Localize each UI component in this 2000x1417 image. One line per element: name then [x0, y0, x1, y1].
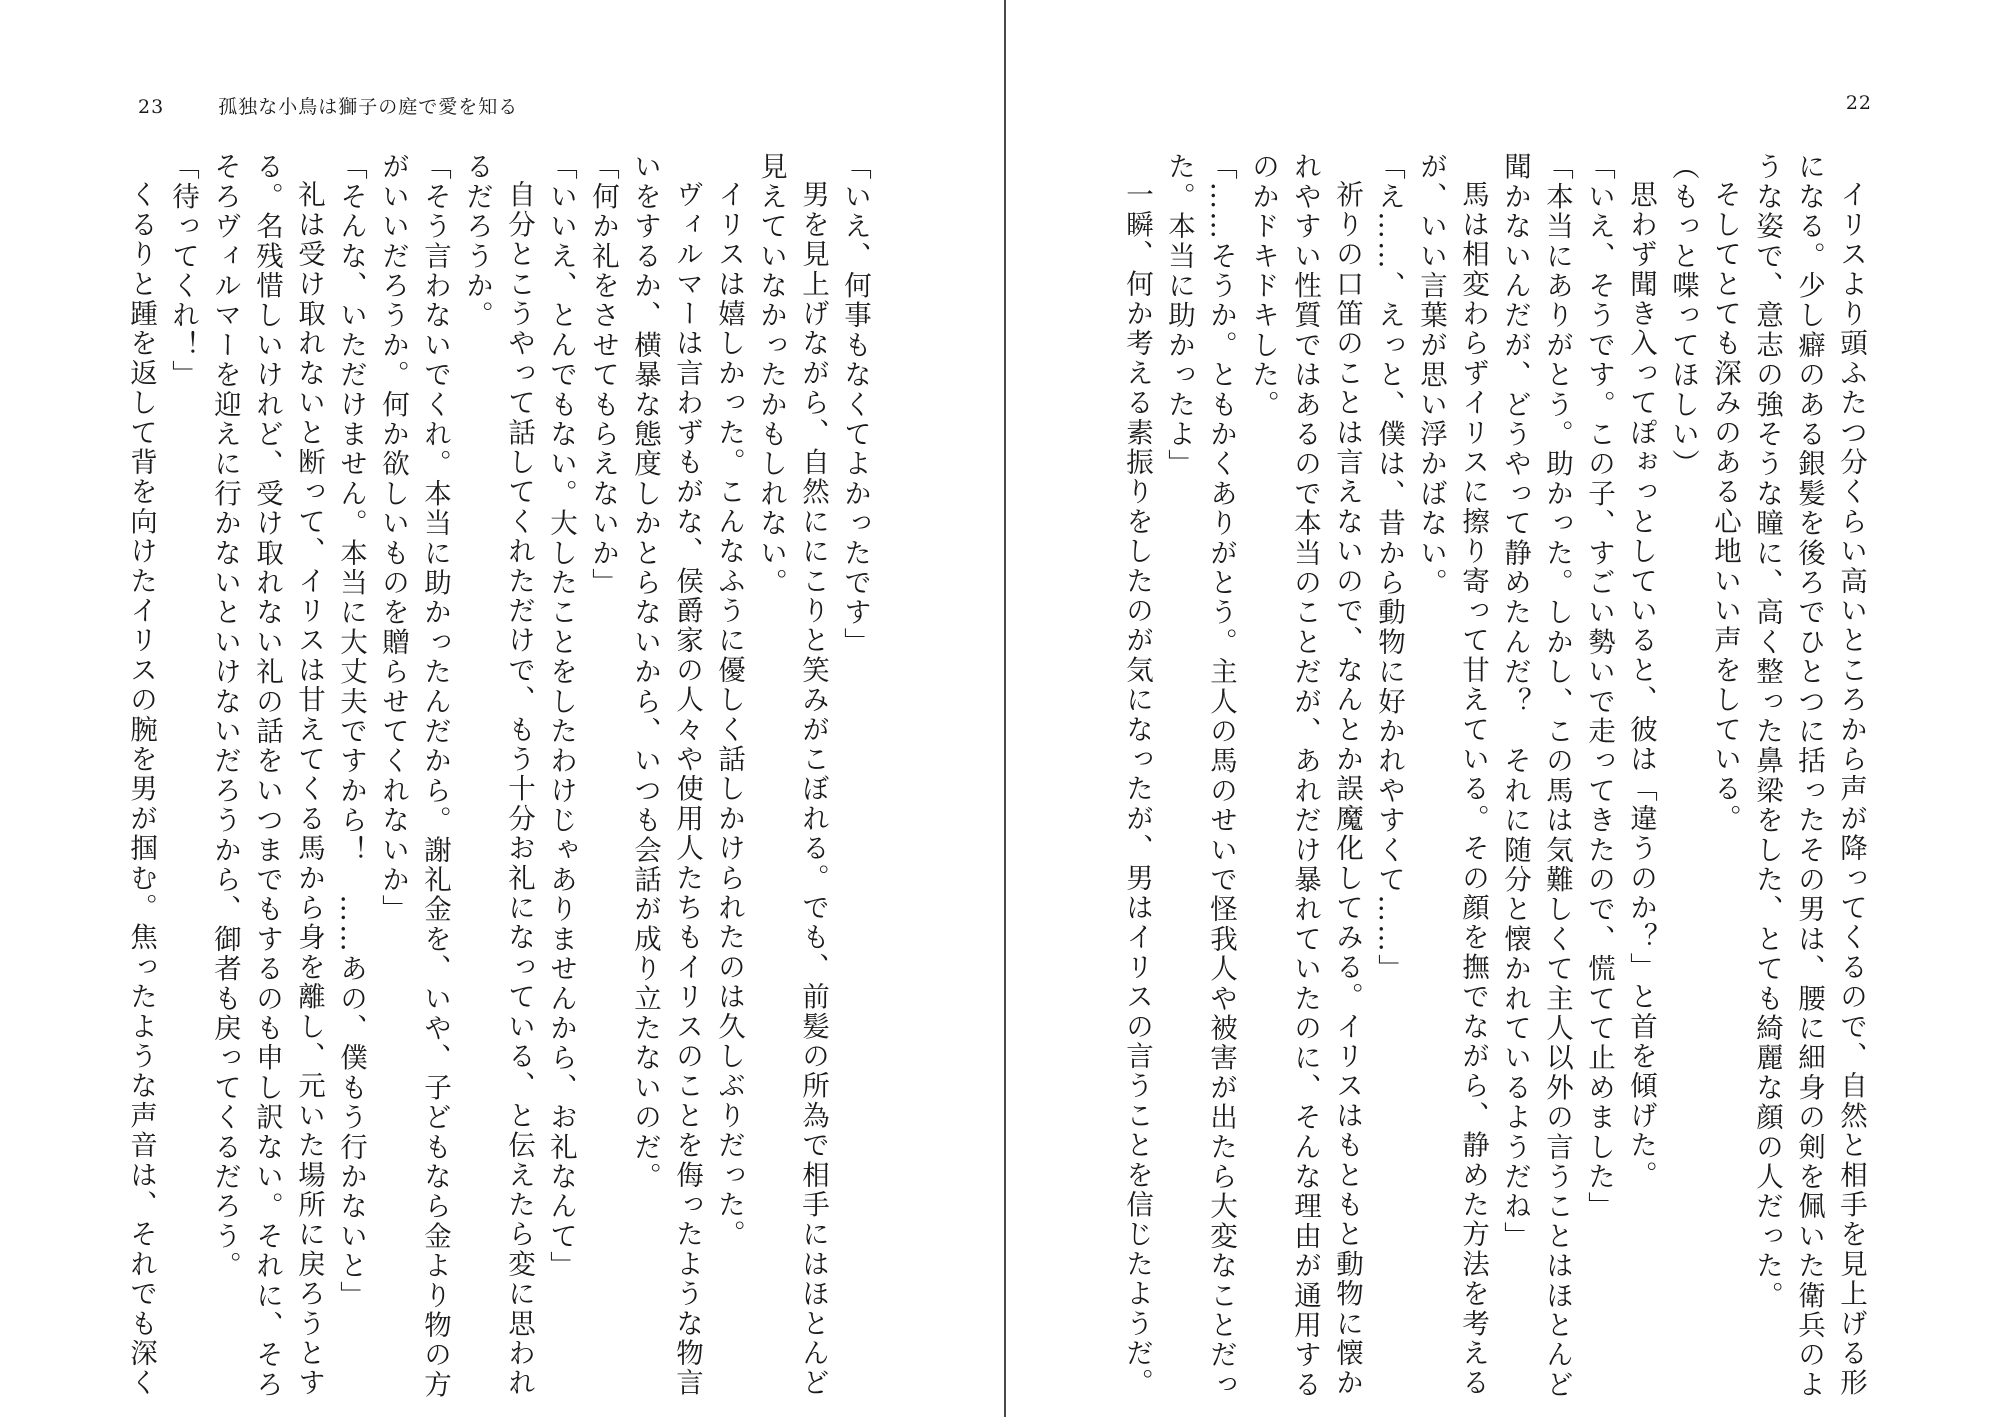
page-gutter-line [1004, 0, 1006, 1417]
text-line: 一瞬、何か考える素振りをしたのが気になったが、男はイリスの言うことを信じたようだ。 [1121, 179, 1153, 1398]
text-line: イリスより頭ふたつ分くらい高いところから声が降ってくるので、自然と相手を見上げる形 [1835, 179, 1867, 1398]
text-line: くるりと踵を返して背を向けたイリスの腕を男が掴む。焦ったような声音は、それでも深く [125, 179, 157, 1398]
text-line: （もっと喋ってほしい） [1667, 152, 1699, 479]
text-line: 馬は相変わらずイリスに擦り寄って甘えている。その顔を撫でながら、静めた方法を考える [1457, 179, 1489, 1398]
text-line: た。本当に助かったよ」 [1163, 152, 1195, 479]
text-line: 「待ってくれ！」 [167, 152, 199, 390]
text-line: 祈りの口笛のことは言えないので、なんとか誤魔化してみる。イリスはもともと動物に懐か [1331, 179, 1363, 1398]
right-page-number: 22 [1845, 92, 1872, 114]
right-page [1008, 0, 2000, 1417]
text-line: 「いえ、そうです。この子、すごい勢いで走ってきたので、慌てて止めました」 [1583, 152, 1615, 1222]
text-line: になる。少し癖のある銀髪を後ろでひとつに括ったその男は、腰に細身の剣を佩いた衛兵のよ [1793, 152, 1825, 1400]
text-line: のかドキドキした。 [1247, 152, 1279, 420]
text-line: 「いいえ、とんでもない。大したことをしたわけじゃありませんから、お礼なんて」 [545, 152, 577, 1281]
text-line: 思わず聞き入ってぽぉっとしていると、彼は「違うのか？」と首を傾げた。 [1625, 179, 1657, 1190]
text-line: 「そう言わないでくれ。本当に助かったんだから。謝礼金を、いや、子どもなら金より物の方 [419, 152, 451, 1400]
text-line: そしてとても深みのある心地いい声をしている。 [1709, 179, 1741, 833]
text-line: 「何か礼をさせてもらえないか」 [587, 152, 619, 598]
text-line: うな姿で、意志の強そうな瞳に、高く整った鼻梁をした、とても綺麗な顔の人だった。 [1751, 152, 1783, 1311]
running-title: 孤独な小鳥は獅子の庭で愛を知る [218, 96, 519, 118]
text-line: 自分とこうやって話してくれただけで、もう十分お礼になっている、と伝えたら変に思われ [503, 179, 535, 1398]
text-line: 聞かないんだが、どうやって静めたんだ？ それに随分と懐かれているようだね」 [1499, 152, 1531, 1251]
text-line: が、いい言葉が思い浮かばない。 [1415, 152, 1447, 598]
text-line: 礼は受け取れないと断って、イリスは甘えてくる馬から身を離し、元いた場所に戻ろうとす [293, 179, 325, 1398]
left-page-number: 23 [138, 96, 165, 118]
text-line: 見えていなかったかもしれない。 [755, 152, 787, 598]
text-line: れやすい性質ではあるので本当のことだが、あれだけ暴れていたのに、そんな理由が通用する [1289, 152, 1321, 1400]
text-line: イリスは嬉しかった。こんなふうに優しく話しかけられたのは久しぶりだった。 [713, 179, 745, 1249]
text-line: 「本当にありがとう。助かった。しかし、この馬は気難しくて主人以外の言うことはほとんど [1541, 152, 1573, 1400]
right-page-body-text [1062, 152, 1872, 1400]
text-line: 男を見上げながら、自然ににこりと笑みがこぼれる。でも、前髪の所為で相手にはほとんど [797, 179, 829, 1398]
text-line: いをするか、横暴な態度しかとらないから、いつも会話が成り立たないのだ。 [629, 152, 661, 1192]
text-line: る。名残惜しいけれど、受け取れない礼の話をいつまでもするのも申し訳ない。それに、そろ [251, 152, 283, 1400]
text-line: ヴィルマーは言わずもがな、侯爵家の人々や使用人たちもイリスのことを侮ったような物言 [671, 179, 703, 1398]
text-line: がいいだろうか。何か欲しいものを贈らせてくれないか」 [377, 152, 409, 925]
text-line: 「いえ、何事もなくてよかったです」 [839, 152, 871, 657]
text-line: そろヴィルマーを迎えに行かないといけないだろうから、御者も戻ってくるだろう。 [209, 152, 241, 1281]
left-page-body-text [56, 152, 876, 1400]
left-page-header [138, 92, 518, 119]
text-line: るだろうか。 [461, 152, 493, 331]
text-line: 「え……、えっと、僕は、昔から動物に好かれやすくて……」 [1373, 152, 1405, 984]
text-line: 「そんな、いただけません。本当に大丈夫ですから！ ……あの、僕もう行かないと」 [335, 152, 367, 1311]
text-line: 「……そうか。ともかくありがとう。主人の馬のせいで怪我人や被害が出たら大変なことだっ [1205, 152, 1237, 1400]
right-page-header [1846, 92, 1872, 114]
